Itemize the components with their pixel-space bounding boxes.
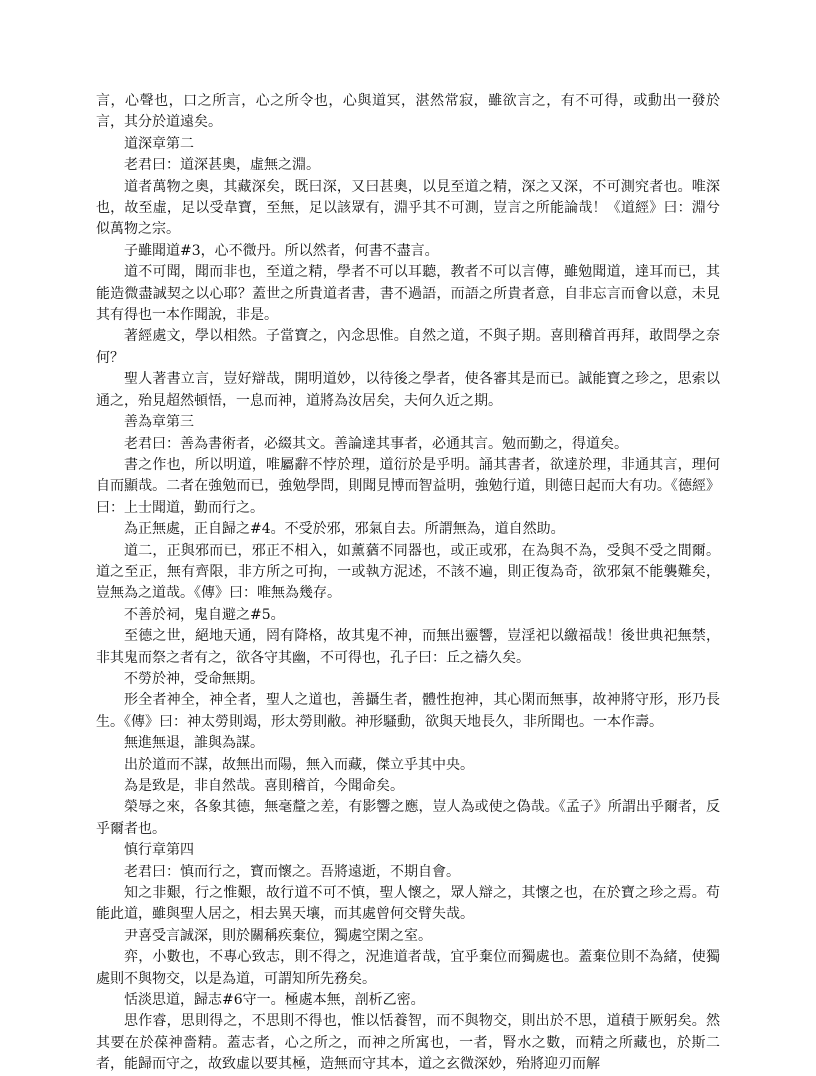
paragraph: 弈，小數也，不專心致志，則不得之，況進道者哉，宜乎棄位而獨處也。蓋棄位則不為緒，使獨處則不與物交，以是為道，可謂知所先務矣。 <box>96 949 720 987</box>
paragraph: 著經處文，學以相然。子當寶之，內念思惟。自然之道，不與子期。喜則稽首再拜，敢問學之奈何？ <box>96 328 720 366</box>
paragraph: 不善於祠，鬼自避之#5。 <box>124 606 285 623</box>
paragraph: 子雖聞道#3，心不微丹。所以然者，何書不盡言。 <box>124 242 439 259</box>
paragraph: 道二，正與邪而已，邪正不相入，如薰蕕不同器也，或正或邪，在為與不為，受與不受之間爾。道之至正，無有齊限，非方所之可拘，一或執方泥述，不該不遍，則正復為奇，欲邪氣不能襲難矣，豈無為之道哉。《傳》曰：唯無為幾存。 <box>96 542 720 602</box>
paragraph: 無進無退，誰與為謀。 <box>124 735 264 752</box>
chapter-heading: 道深章第二 <box>124 135 194 152</box>
paragraph: 為是致是，非自然哉。喜則稽首，今聞命矣。 <box>124 778 404 794</box>
paragraph: 尹喜受言誠深，則於關稱疾棄位，獨處空閑之室。 <box>124 927 432 944</box>
paragraph: 思作睿，思則得之，不思則不得也，惟以恬養智，而不與物交，則出於不思，道積于厥躬矣。然其要在於葆神嗇精。蓋志者，心之所之，而神之所寓也，一者，腎水之數，而精之所藏也，於斯二者，能歸而守之，故致虛以要其極，造無而守其本，道之玄微深妙，殆將迎刃而解 <box>96 1013 720 1073</box>
paragraph: 不勞於神，受命無期。 <box>124 670 264 687</box>
paragraph: 出於道而不謀，故無出而陽，無入而藏，傑立乎其中央。 <box>124 756 474 773</box>
paragraph: 知之非艱，行之惟艱，故行道不可不慎，聖人懷之，眾人辯之，其懷之也，在於寶之珍之焉。苟能此道，雖與聖人居之，相去異天壤，而其處曾何交臂失哉。 <box>96 885 720 923</box>
chapter-heading: 慎行章第四 <box>124 842 194 859</box>
paragraph: 為正無處，正自歸之#4。不受於邪，邪氣自去。所謂無為，道自然助。 <box>124 521 565 538</box>
paragraph: 形全者神全，神全者，聖人之道也，善攝生者，體性抱神，其心閑而無事，故神將守形，形乃長生。《傳》曰：神太勞則竭，形太勞則敝。神形騷動，欲與天地長久，非所聞也。一本作壽。 <box>96 692 720 730</box>
paragraph: 老君曰：道深甚奧，虛無之淵。 <box>124 157 320 174</box>
paragraph: 道不可聞，聞而非也，至道之精，學者不可以耳聽，教者不可以言傳，雖勉聞道，達耳而已，其能造微盡誠契之以心耶？蓋世之所貴道者書，書不過語，而語之所貴者意，自非忘言而會以意，未見其有得也一本作聞說，非是。 <box>96 264 720 324</box>
paragraph: 書之作也，所以明道，唯屬辭不悖於理，道衍於是乎明。誦其書者，欲達於理，非通其言，理何自而顯哉。二者在強勉而已，強勉學問，則聞見博而智益明，強勉行道，則德日起而大有功。《德經》曰：上士聞道，勤而行之。 <box>96 456 720 516</box>
document-page <box>96 91 720 1076</box>
paragraph: 言，心聲也，口之所言，心之所令也，心與道冥，湛然常寂，雖欲言之，有不可得，或動出一發於言，其分於道遠矣。 <box>96 93 720 131</box>
chapter-heading: 善為章第三 <box>124 414 194 431</box>
paragraph: 至德之世，絕地天通，罔有降格，故其鬼不神，而無出靈響，豈淫祀以繳福哉！後世典祀無禁，非其鬼而祭之者有之，欲各守其幽，不可得也，孔子曰：丘之禱久矣。 <box>96 628 720 666</box>
paragraph: 榮辱之來，各象其德，無毫釐之差，有影響之應，豈人為或使之偽哉。《孟子》所謂出乎爾者，反乎爾者也。 <box>96 799 720 837</box>
paragraph: 老君曰：慎而行之，寶而懷之。吾將遠逝，不期自會。 <box>124 863 460 880</box>
paragraph: 道者萬物之奧，其藏深矣，既曰深，又曰甚奧，以見至道之精，深之又深，不可測究者也。唯深也，故至虛，足以受韋寶，至無，足以該眾有，淵乎其不可測，豈言之所能論哉！《道經》曰：淵兮似萬物之宗。 <box>96 178 720 238</box>
paragraph: 恬淡思道，歸志#6守一。極處本無，剖析乙密。 <box>124 992 425 1009</box>
paragraph: 聖人著書立言，豈好辯哉，開明道妙，以待後之學者，使各審其是而已。誠能寶之珍之，思索以通之，殆見超然頓悟，一息而神，道將為汝居矣，夫何久近之期。 <box>96 371 720 409</box>
paragraph: 老君曰：善為書術者，必綴其文。善論達其事者，必通其言。勉而勤之，得道矣。 <box>124 435 628 452</box>
